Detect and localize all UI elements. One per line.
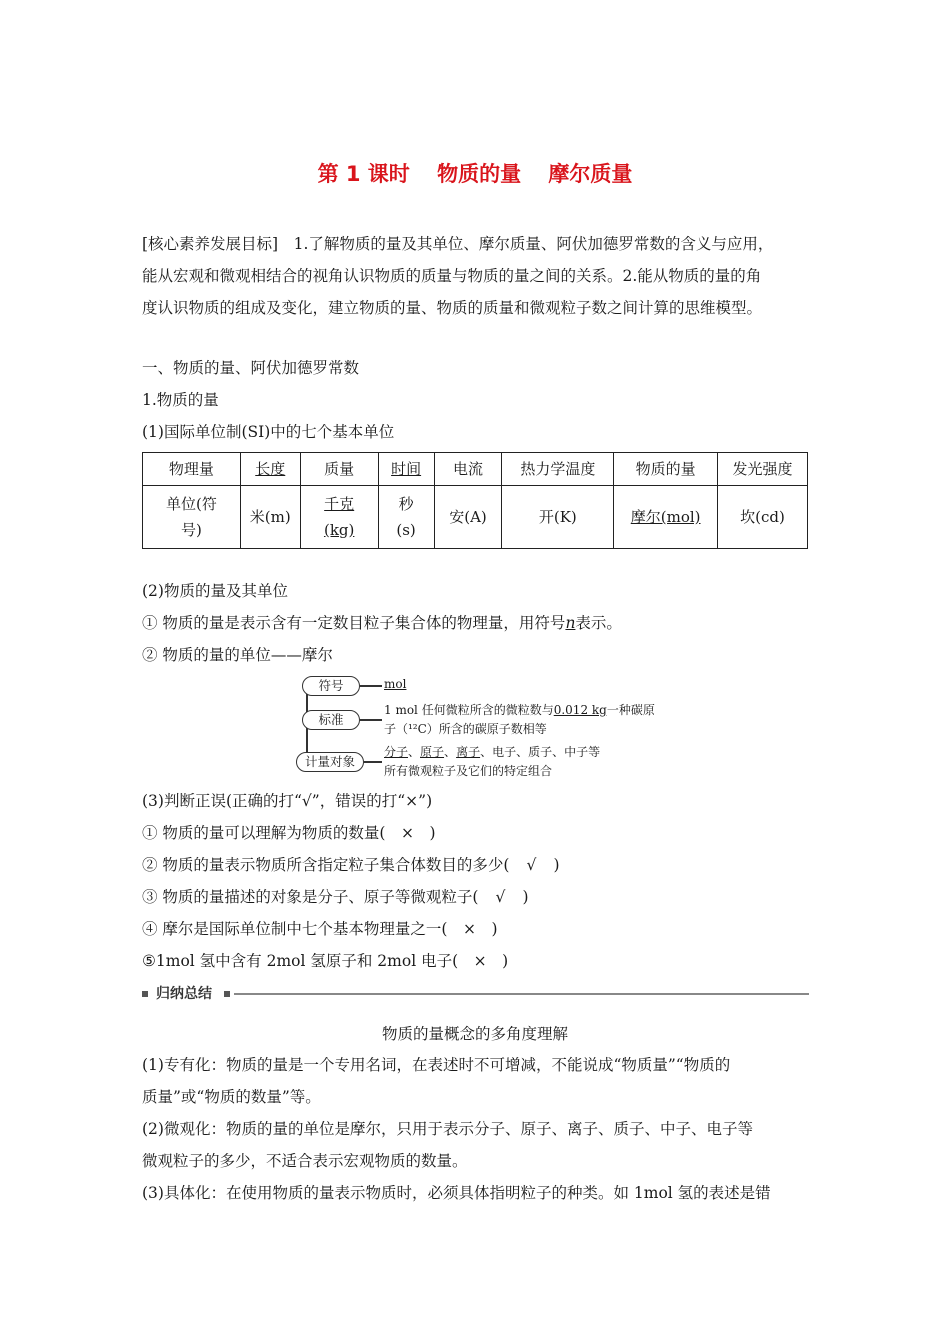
judgement-item: ③ 物质的量描述的对象是分子、原子等微观粒子( √ ) bbox=[142, 888, 529, 906]
table-row bbox=[143, 486, 808, 549]
table-cell: 电流 bbox=[434, 453, 502, 486]
cell-line: (s) bbox=[396, 521, 416, 539]
summary-section-bar bbox=[142, 986, 809, 1004]
symbol-n: n bbox=[565, 614, 576, 632]
summary-p3-line1: (3)具体化：在使用物质的量表示物质时，必须具体指明粒子的种类。如 1mol 氢的表述是错 bbox=[142, 1184, 771, 1202]
table-cell: 时间 bbox=[378, 453, 434, 486]
table-cell bbox=[378, 486, 434, 549]
judgement-item: ④ 摩尔是国际单位制中七个基本物理量之一( × ) bbox=[142, 920, 498, 938]
goal-line-3: 度认识物质的组成及变化，建立物质的量、物质的质量和微观粒子数之间计算的思维模型。 bbox=[142, 299, 763, 317]
goal-line-2: 能从宏观和微观相结合的视角认识物质的质量与物质的量之间的关系。2.能从物质的量的角 bbox=[142, 267, 762, 285]
answer-mark: √ bbox=[495, 888, 506, 906]
object-box: 计量对象 bbox=[296, 752, 364, 772]
cell-line: 秒 bbox=[398, 495, 414, 513]
summary-p1-line1: (1)专有化：物质的量是一个专用名词，在表述时不可增减，不能说成“物质量”“物质的 bbox=[142, 1056, 731, 1074]
goal-line-1: [核心素养发展目标] 1.了解物质的量及其单位、摩尔质量、阿伏加德罗常数的含义与应用， bbox=[142, 235, 774, 253]
definition-line bbox=[142, 612, 622, 634]
table-cell: 开(K) bbox=[502, 486, 614, 549]
object-line-2: 所有微观粒子及它们的特定组合 bbox=[384, 764, 553, 778]
mole-concept-diagram bbox=[296, 672, 676, 784]
table-caption: (1)国际单位制(SI)中的七个基本单位 bbox=[142, 423, 395, 441]
table-cell: 安(A) bbox=[434, 486, 502, 549]
table-cell: 物理量 bbox=[143, 453, 241, 486]
table-cell: 质量 bbox=[300, 453, 378, 486]
cell-line: (kg) bbox=[323, 521, 355, 539]
answer-mark: × bbox=[473, 952, 487, 970]
judgement-item: ② 物质的量表示物质所含指定粒子集合体数目的多少( √ ) bbox=[142, 856, 560, 874]
diagram-connector bbox=[360, 685, 382, 687]
summary-subtitle: 物质的量概念的多角度理解 bbox=[381, 1025, 568, 1043]
standard-box: 标准 bbox=[302, 710, 360, 730]
table-cell: 物质的量 bbox=[614, 453, 718, 486]
bar-square-icon bbox=[224, 991, 230, 997]
si-units-table bbox=[142, 452, 808, 549]
table-row bbox=[143, 453, 808, 486]
table-cell: 坎(cd) bbox=[718, 486, 808, 549]
subsection-heading-2: (2)物质的量及其单位 bbox=[142, 582, 288, 600]
diagram-connector bbox=[364, 761, 382, 763]
standard-line-1: 1 mol 任何微粒所含的微粒数与0.012 kg一种碳原 bbox=[384, 703, 655, 717]
table-cell: 长度 bbox=[240, 453, 300, 486]
unit-line: ② 物质的量的单位——摩尔 bbox=[142, 646, 333, 664]
cell-line: 号) bbox=[180, 521, 202, 539]
table-cell bbox=[143, 486, 241, 549]
symbol-box: 符号 bbox=[302, 676, 360, 696]
standard-line-2: 子（¹²C）所含的碳原子数相等 bbox=[384, 722, 547, 736]
title-topic-2: 摩尔质量 bbox=[548, 162, 633, 186]
table-cell: 热力学温度 bbox=[502, 453, 614, 486]
summary-p2-line2: 微观粒子的多少，不适合表示宏观物质的数量。 bbox=[142, 1152, 468, 1170]
diagram-connector bbox=[360, 719, 382, 721]
title-topic-1: 物质的量 bbox=[437, 162, 522, 186]
bar-square-icon bbox=[142, 991, 148, 997]
answer-mark: × bbox=[400, 824, 414, 842]
divider bbox=[234, 993, 809, 995]
subsection-heading: 1.物质的量 bbox=[142, 391, 219, 409]
page-title bbox=[0, 158, 950, 188]
judgement-item: ① 物质的量可以理解为物质的数量( × ) bbox=[142, 824, 436, 842]
definition-text: ① 物质的量是表示含有一定数目粒子集合体的物理量，用符号 bbox=[142, 614, 566, 632]
cell-line: 千克 bbox=[324, 495, 355, 513]
table-cell: 发光强度 bbox=[718, 453, 808, 486]
summary-label: 归纳总结 bbox=[156, 986, 212, 1002]
judgement-item: ⑤1mol 氢中含有 2mol 氢原子和 2mol 电子( × ) bbox=[142, 952, 509, 970]
summary-p2-line1: (2)微观化：物质的量的单位是摩尔，只用于表示分子、原子、离子、质子、中子、电子等 bbox=[142, 1120, 753, 1138]
table-cell bbox=[300, 486, 378, 549]
symbol-value: mol bbox=[384, 677, 407, 691]
table-cell: 米(m) bbox=[240, 486, 300, 549]
cell-line: 单位(符 bbox=[165, 495, 217, 513]
summary-p1-line2: 质量”或“物质的数量”等。 bbox=[142, 1088, 321, 1106]
definition-end: 表示。 bbox=[575, 614, 622, 632]
answer-mark: √ bbox=[526, 856, 537, 874]
judgement-heading: (3)判断正误(正确的打“√”，错误的打“×”) bbox=[142, 792, 433, 810]
section-heading: 一、物质的量、阿伏加德罗常数 bbox=[142, 359, 360, 377]
table-cell: 摩尔(mol) bbox=[614, 486, 718, 549]
answer-mark: × bbox=[462, 920, 476, 938]
title-lesson: 第 1 课时 bbox=[317, 162, 410, 186]
object-line-1: 分子、原子、离子、电子、质子、中子等 bbox=[384, 745, 601, 759]
